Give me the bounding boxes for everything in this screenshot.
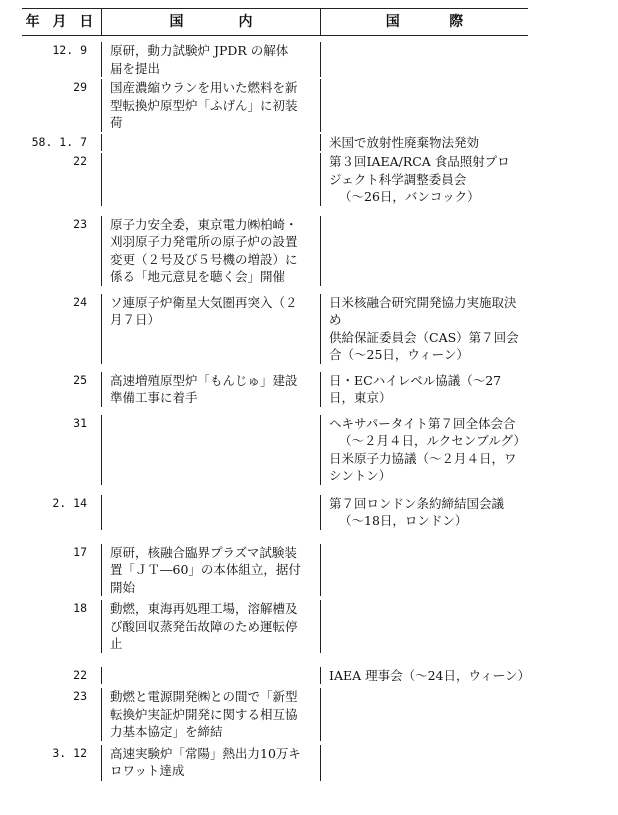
row-international <box>320 688 528 741</box>
domestic-line: 止 <box>110 636 123 651</box>
domestic-line: 置「ＪＴ―60」の本体組立，据付 <box>110 562 301 577</box>
row-domestic <box>101 667 320 685</box>
domestic-line: ロワット達成 <box>110 763 185 778</box>
row-domestic <box>101 600 320 653</box>
header-international-1: 国 <box>385 14 400 30</box>
row-date: 25 <box>73 372 87 387</box>
row-date: 58. 1. 7 <box>31 134 87 149</box>
international-line: 日米原子力協議（〜２月４日，ワ <box>329 450 517 466</box>
table-body <box>22 36 528 780</box>
table-row <box>22 153 528 206</box>
header-international-2: 際 <box>449 14 464 30</box>
international-line: IAEA 理事会（〜24日，ウィーン） <box>329 667 530 683</box>
table-row <box>22 745 528 780</box>
row-date: 31 <box>73 415 87 430</box>
row-domestic <box>101 745 320 780</box>
table-row <box>22 79 528 132</box>
row-date: 23 <box>73 216 87 231</box>
row-domestic <box>101 415 320 485</box>
row-date: 23 <box>73 689 87 703</box>
row-domestic <box>101 216 320 286</box>
row-date: 22 <box>73 667 87 682</box>
international-line: （〜18日，ロンドン） <box>339 513 468 528</box>
entries <box>22 36 528 780</box>
domestic-line: 変更（２号及び５号機の増設）に <box>110 251 298 267</box>
domestic-line: 荷 <box>110 115 123 130</box>
row-date: 3. 12 <box>52 745 87 760</box>
domestic-line: 原研，動力試験炉 JPDR の解体 <box>110 43 289 58</box>
row-date: 29 <box>73 80 87 94</box>
domestic-line: 高速実験炉「常陽」熱出力10万キ <box>110 745 301 761</box>
row-domestic <box>101 544 320 597</box>
international-line: 日・ECハイレベル協議（〜27 <box>329 372 502 388</box>
international-line: 供給保証委員会（CAS）第７回会 <box>329 329 519 345</box>
domestic-line: 準備工事に着手 <box>110 390 198 405</box>
row-date: 2. 14 <box>52 495 87 510</box>
domestic-line: 型転換炉原型炉「ふげん」に初装 <box>110 97 298 113</box>
row-international <box>320 216 528 286</box>
row-international <box>320 79 528 132</box>
international-line: め <box>329 312 342 327</box>
table-row <box>22 495 528 530</box>
row-international <box>320 153 528 206</box>
row-date: 12. 9 <box>52 43 87 57</box>
domestic-line: 刈羽原子力発電所の原子炉の設置 <box>110 234 298 249</box>
row-international <box>320 372 528 407</box>
international-line: 米国で放射性廃棄物法発効 <box>329 134 480 150</box>
row-domestic <box>101 153 320 206</box>
table-row <box>22 688 528 741</box>
table-row <box>22 667 528 685</box>
domestic-line: 動燃と電源開発㈱との間で「新型 <box>110 689 298 704</box>
header-domestic <box>101 9 320 35</box>
international-line: ヘキサパータイト第７回全体会合 <box>329 415 516 431</box>
international-line: シントン） <box>329 468 392 483</box>
table-row <box>22 42 528 77</box>
row-international <box>320 42 528 77</box>
row-international <box>320 134 528 152</box>
international-line: （〜26日，バンコック） <box>339 189 480 204</box>
row-international <box>320 294 528 364</box>
international-line: ジェクト科学調整委員会 <box>329 171 467 187</box>
table-row <box>22 544 528 597</box>
international-line: 日，東京） <box>329 390 392 405</box>
row-domestic <box>101 495 320 530</box>
row-domestic <box>101 79 320 132</box>
row-domestic <box>101 688 320 741</box>
row-international <box>320 667 528 685</box>
domestic-line: 原研，核融合臨界プラズマ試験装 <box>110 544 297 560</box>
row-domestic <box>101 294 320 364</box>
domestic-line: 原子力安全委，東京電力㈱柏崎・ <box>110 216 298 232</box>
domestic-line: 動燃，東海再処理工場，溶解槽及 <box>110 601 298 616</box>
domestic-line: 国産濃縮ウランを用いた燃料を新 <box>110 80 298 95</box>
table-header <box>22 8 528 36</box>
row-international <box>320 600 528 653</box>
row-international <box>320 415 528 485</box>
row-date: 17 <box>73 544 87 559</box>
row-domestic <box>101 372 320 407</box>
international-line: 日米核融合研究開発協力実施取決 <box>329 294 517 310</box>
row-domestic <box>101 134 320 152</box>
row-international <box>320 544 528 597</box>
international-line: 合（〜25日，ウィーン） <box>329 347 469 362</box>
header-domestic-1: 国 <box>169 14 184 30</box>
row-international <box>320 745 528 780</box>
row-domestic <box>101 42 320 77</box>
header-international <box>320 9 528 35</box>
chronology-table <box>22 8 528 780</box>
domestic-line: 月７日） <box>110 312 161 327</box>
table-row <box>22 372 528 407</box>
row-date: 18 <box>73 601 87 615</box>
international-line: 第３回IAEA/RCA 食品照射プロ <box>329 154 510 169</box>
table-row <box>22 134 528 152</box>
international-line: （〜２月４日，ルクセンブルグ） <box>339 433 526 448</box>
row-date: 24 <box>73 294 87 309</box>
domestic-line: ソ連原子炉衛星大気圏再突入（２ <box>110 294 298 310</box>
table-row <box>22 216 528 286</box>
domestic-line: 係る「地元意見を聴く会」開催 <box>110 269 286 284</box>
domestic-line: 転換炉実証炉開発に関する相互協 <box>110 706 298 722</box>
domestic-line: 届を提出 <box>110 60 161 76</box>
column-filler <box>22 780 528 781</box>
international-line: 第７回ロンドン条約締結国会議 <box>329 495 505 511</box>
domestic-line: 開始 <box>110 579 136 595</box>
table-row <box>22 294 528 364</box>
domestic-line: び酸回収蒸発缶故障のため運転停 <box>110 618 298 634</box>
row-international <box>320 495 528 530</box>
header-domestic-2: 内 <box>238 14 253 30</box>
header-date: 年 月 日 <box>25 14 98 30</box>
domestic-line: 力基本協定」を締結 <box>110 724 223 739</box>
table-row <box>22 600 528 653</box>
table-row <box>22 415 528 485</box>
row-date: 22 <box>73 154 87 168</box>
domestic-line: 高速増殖原型炉「もんじゅ」建設 <box>110 372 298 388</box>
